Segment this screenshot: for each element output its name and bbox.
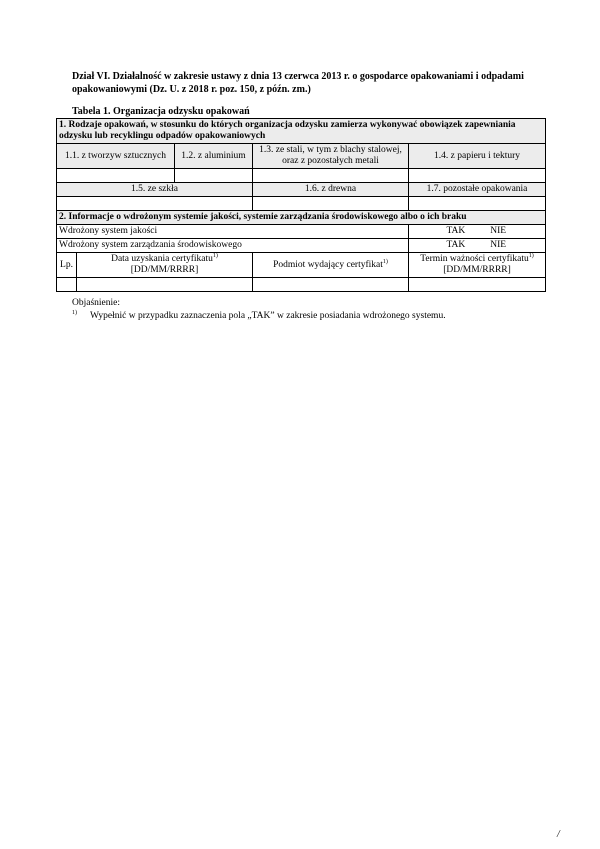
input-cert-expiry[interactable] bbox=[409, 278, 546, 292]
footnote-item: 1) Wypełnić w przypadku zaznaczenia pola „TAK” w zakresie posiadania wdrożonego systemu. bbox=[72, 310, 446, 321]
env-system-label: Wdrożony system zarządzania środowiskowego bbox=[57, 239, 409, 253]
input-aluminium[interactable] bbox=[175, 169, 253, 183]
footnote-marker: 1) bbox=[528, 252, 534, 259]
packaging-type-glass: 1.5. ze szkła bbox=[57, 183, 253, 197]
quality-no-option[interactable]: NIE bbox=[490, 226, 507, 236]
col-expiry-header bbox=[409, 253, 546, 278]
input-lp[interactable] bbox=[57, 278, 77, 292]
input-plastic[interactable] bbox=[57, 169, 175, 183]
col-issuer-header bbox=[253, 253, 409, 278]
section1-title: 1. Rodzaje opakowań, w stosunku do których organizacja odzysku zamierza wykonywać obowiązek zapewniania odzysku lub recyklingu odpadów opakowaniowych bbox=[57, 119, 546, 144]
footnote-marker: 1) bbox=[212, 252, 218, 259]
packaging-type-aluminium: 1.2. z aluminium bbox=[175, 144, 253, 169]
input-wood[interactable] bbox=[253, 197, 409, 211]
input-cert-issuer[interactable] bbox=[253, 278, 409, 292]
input-steel[interactable] bbox=[253, 169, 409, 183]
explanations bbox=[72, 297, 532, 322]
footnote-marker: 1) bbox=[382, 258, 388, 265]
explanations-title: Objaśnienie: bbox=[72, 298, 121, 308]
quality-system-label: Wdrożony system jakości bbox=[57, 225, 409, 239]
footnote-text: Wypełnić w przypadku zaznaczenia pola „TAK” w zakresie posiadania wdrożonego systemu. bbox=[90, 311, 446, 321]
env-yes-option[interactable]: TAK bbox=[446, 240, 466, 250]
packaging-recovery-table bbox=[56, 118, 546, 292]
section2-title: 2. Informacje o wdrożonym systemie jakości, systemie zarządzania środowiskowego albo o ich braku bbox=[57, 211, 546, 225]
packaging-type-wood: 1.6. z drewna bbox=[253, 183, 409, 197]
section-heading: Dział VI. Działalność w zakresie ustawy z dnia 13 czerwca 2013 r. o gospodarce opakowaniami i odpadami opakowaniowymi (Dz. U. z 2018 r. poz. 150, z późn. zm.) bbox=[72, 71, 524, 95]
packaging-type-other: 1.7. pozostałe opakowania bbox=[409, 183, 546, 197]
col-date-label: Data uzyskania certyfikatu bbox=[111, 254, 213, 264]
input-cert-date[interactable] bbox=[77, 278, 253, 292]
input-other[interactable] bbox=[409, 197, 546, 211]
env-system-choice[interactable] bbox=[409, 239, 546, 253]
env-no-option[interactable]: NIE bbox=[490, 240, 507, 250]
packaging-type-paper: 1.4. z papieru i tektury bbox=[409, 144, 546, 169]
col-issuer-label: Podmiot wydający certyfikat bbox=[273, 259, 383, 270]
col-date-header bbox=[77, 253, 253, 278]
table-caption: Tabela 1. Organizacja odzysku opakowań bbox=[72, 106, 250, 117]
page-number: / bbox=[557, 829, 560, 840]
packaging-type-plastic: 1.1. z tworzyw sztucznych bbox=[57, 144, 175, 169]
col-lp-header: Lp. bbox=[57, 253, 77, 278]
quality-system-choice[interactable] bbox=[409, 225, 546, 239]
input-glass[interactable] bbox=[57, 197, 253, 211]
col-expiry-format: [DD/MM/RRRR] bbox=[443, 265, 511, 275]
input-paper[interactable] bbox=[409, 169, 546, 183]
col-expiry-label: Termin ważności certyfikatu bbox=[420, 254, 529, 264]
quality-yes-option[interactable]: TAK bbox=[446, 226, 466, 236]
col-date-format: [DD/MM/RRRR] bbox=[130, 265, 199, 275]
packaging-type-steel: 1.3. ze stali, w tym z blachy stalowej, oraz z pozostałych metali bbox=[253, 144, 409, 169]
